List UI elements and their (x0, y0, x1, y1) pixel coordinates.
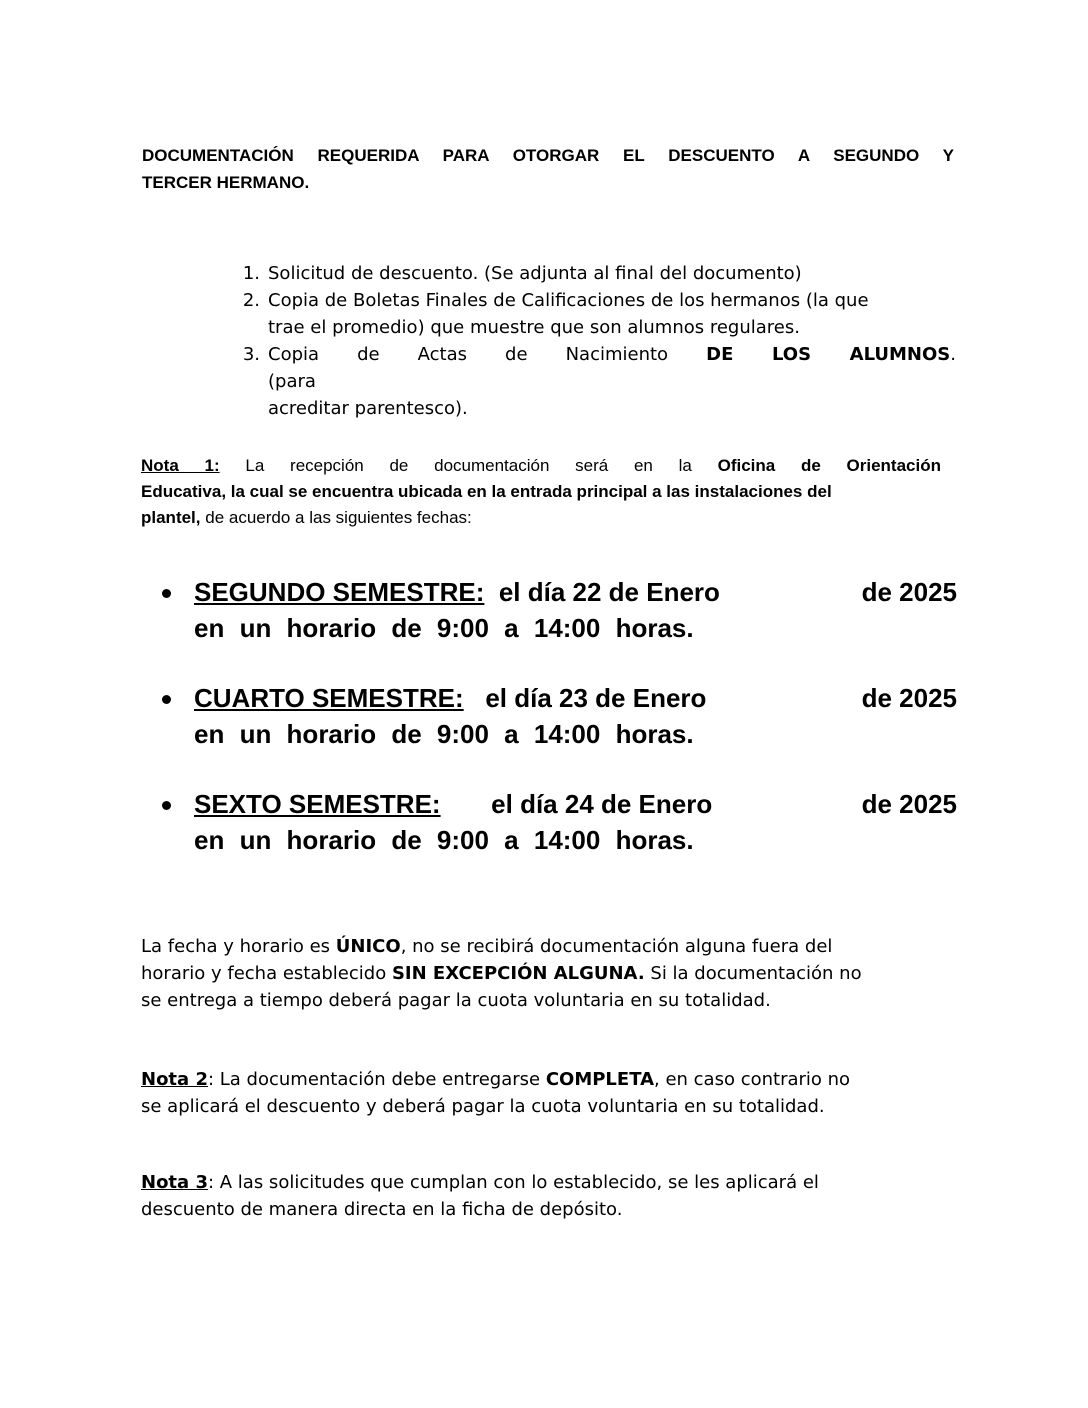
requirement-text: Solicitud de descuento. (Se adjunta al final del documento) (268, 263, 802, 284)
requirement-item (232, 287, 956, 341)
nota-1-line-3 (141, 505, 941, 531)
nota-2 (141, 1066, 953, 1120)
date-line (194, 786, 957, 822)
nota-1-line-1 (141, 453, 941, 479)
semester-label: CUARTO SEMESTRE: (194, 683, 464, 713)
date-year: de 2025 (861, 577, 957, 607)
nota-1-label: Nota 1: (141, 456, 220, 475)
nota-1-plantel: plantel, (141, 508, 201, 527)
date-year: de 2025 (861, 683, 957, 713)
requirement-number: 3. (242, 344, 260, 365)
unico-bold: SIN EXCEPCIÓN ALGUNA. (391, 963, 645, 984)
requirement-item (232, 260, 956, 287)
requirement-number: 1. (242, 263, 260, 284)
nota-3-text: : A las solicitudes que cumplan con lo establecido, se les aplicará el (207, 1172, 819, 1193)
nota-1-location: , la cual se encuentra ubicada en la entrada principal a las instalaciones del (221, 482, 832, 501)
date-left (194, 786, 712, 822)
unico-paragraph (141, 933, 953, 1014)
date-item (162, 574, 957, 646)
date-schedule: en un horario de 9:00 a 14:00 horas. (194, 825, 694, 855)
requirement-item (232, 341, 956, 422)
unico-line-2 (141, 960, 953, 987)
date-item (162, 786, 957, 858)
bullet-icon (162, 589, 171, 598)
date-line (194, 574, 957, 610)
date-day: el día 22 de Enero (498, 577, 720, 607)
nota-2-text: : La documentación debe entregarse (207, 1069, 546, 1090)
nota-2-bold: COMPLETA (545, 1069, 655, 1090)
requirement-number: 2. (242, 290, 260, 311)
bullet-icon (162, 801, 171, 810)
date-schedule: en un horario de 9:00 a 14:00 horas. (194, 613, 694, 643)
requirement-text: acreditar parentesco). (268, 398, 468, 419)
nota-1-text: La recepción de documentación será en la (219, 456, 718, 475)
semester-label: SEXTO SEMESTRE: (194, 789, 441, 819)
requirement-text-line (268, 341, 956, 395)
nota-2-label: Nota 2 (141, 1069, 208, 1090)
nota-2-line-1 (141, 1066, 953, 1093)
title-line-2: TERCER HERMANO. (142, 173, 310, 192)
nota-2-text: se aplicará el descuento y deberá pagar la cuota voluntaria en su totalidad. (141, 1096, 825, 1117)
unico-text: se entrega a tiempo deberá pagar la cuota voluntaria en su totalidad. (141, 990, 771, 1011)
date-year: de 2025 (861, 789, 957, 819)
nota-3-label: Nota 3 (141, 1172, 208, 1193)
unico-bold: ÚNICO (335, 936, 401, 957)
bullet-icon (162, 695, 171, 704)
nota-3-text: descuento de manera directa en la ficha de depósito. (141, 1199, 623, 1220)
nota-1-office-2: Educativa (141, 482, 222, 501)
requirement-text: Copia de Boletas Finales de Calificaciones de los hermanos (la que (268, 290, 869, 311)
document-title (142, 142, 954, 196)
unico-text: horario y fecha establecido (141, 963, 392, 984)
unico-text: La fecha y horario es (141, 936, 336, 957)
title-line-1: DOCUMENTACIÓN REQUERIDA PARA OTORGAR EL DESCUENTO A SEGUNDO Y (142, 146, 954, 165)
nota-1-office: Oficina de Orientación (717, 456, 941, 475)
nota-2-text: , en caso contrario no (654, 1069, 851, 1090)
date-left (194, 574, 720, 610)
nota-1-line-2 (141, 479, 941, 505)
date-line (194, 680, 957, 716)
requirement-text: Copia de Actas de Nacimiento (268, 344, 707, 365)
nota-1-text-2: de acuerdo a las siguientes fechas: (200, 508, 472, 527)
date-schedule: en un horario de 9:00 a 14:00 horas. (194, 719, 694, 749)
nota-3-line-1 (141, 1169, 953, 1196)
nota-1 (141, 453, 941, 531)
date-day: el día 24 de Enero (491, 789, 713, 819)
nota-3 (141, 1169, 953, 1223)
requirement-text: trae el promedio) que muestre que son alumnos regulares. (268, 317, 800, 338)
requirement-text: . (para (268, 344, 956, 392)
date-day: el día 23 de Enero (485, 683, 707, 713)
unico-line-1 (141, 933, 953, 960)
unico-text: , no se recibirá documentación alguna fuera del (400, 936, 833, 957)
requirements-list (232, 260, 956, 422)
date-item (162, 680, 957, 752)
unico-text: Si la documentación no (644, 963, 862, 984)
dates-list (162, 574, 957, 892)
date-left (194, 680, 706, 716)
semester-label: SEGUNDO SEMESTRE: (194, 577, 485, 607)
requirement-bold: DE LOS ALUMNOS (706, 344, 951, 365)
